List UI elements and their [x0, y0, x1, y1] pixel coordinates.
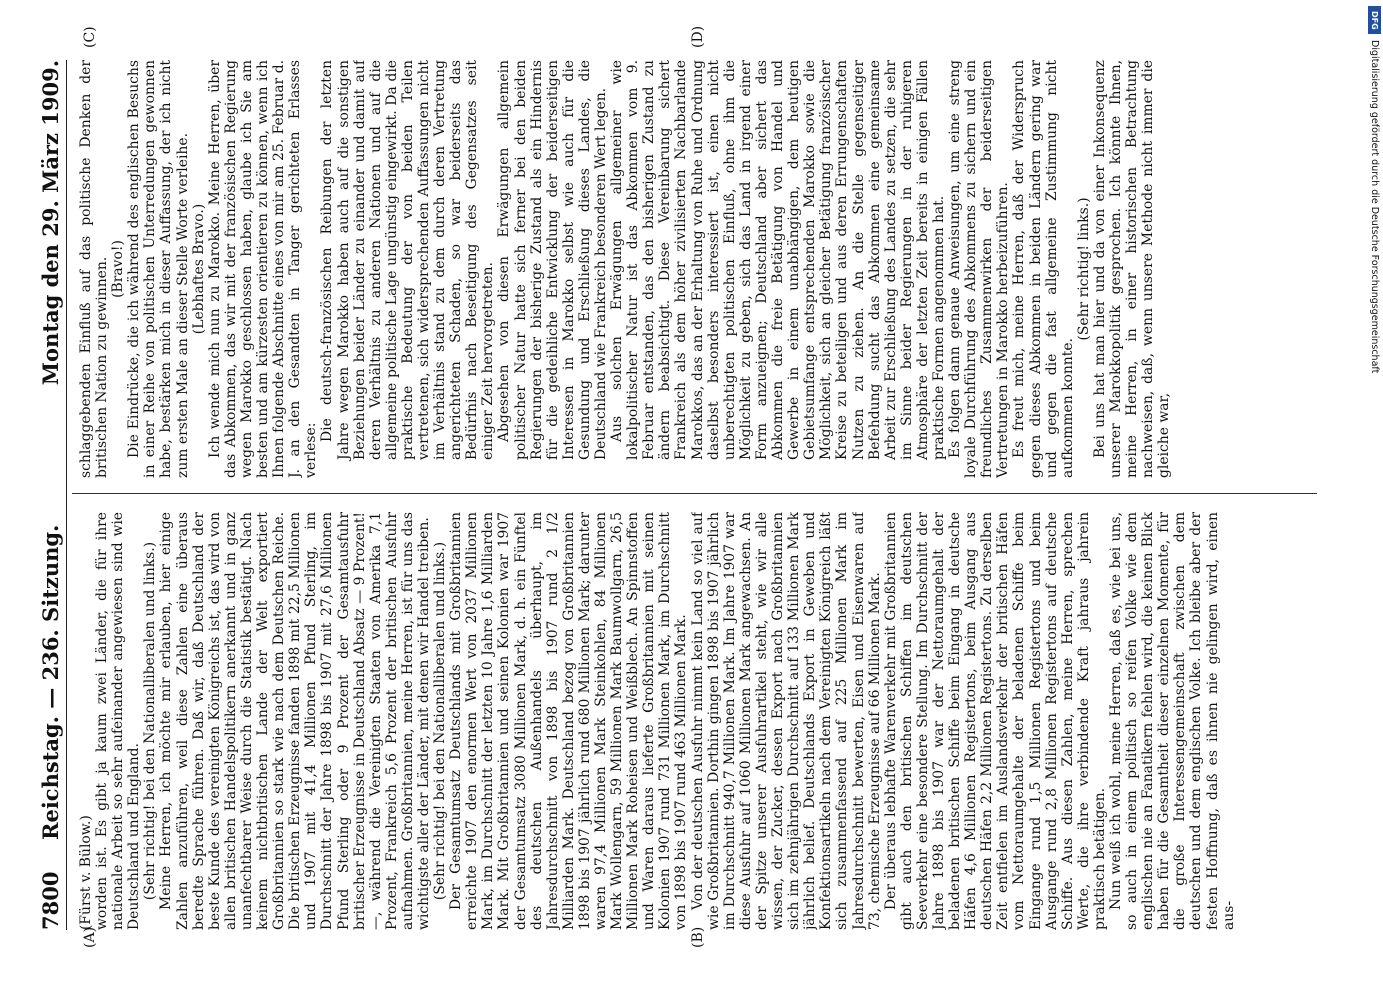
margin-marker-a: (A) — [82, 926, 98, 948]
header-right: Montag den 29. März 1909. — [38, 60, 63, 386]
quoted-paragraph: Die deutsch-französischen Reibungen der letzten Jahre wegen Marokko haben auch auf die sonstigen Beziehungen beider Länder zu einander und damit auf deren Verhältnis zu anderen Nationen und auf die allgemeine politische Lage ungünstig eingewirkt. Da die praktische Bedeutung der von beiden Teilen vertretenen, sich widersprechenden Auffassungen nicht im Verhältnis stand zu dem durch deren Vertretung angerichteten Schaden, so war beiderseits das Bedürfnis nach Beseitigung des Gegensatzes seit einiger Zeit hervorgetreten. — [319, 60, 497, 460]
margin-marker-b: (B) — [690, 926, 706, 948]
paragraph: Nun weiß ich wohl, meine Herren, daß es, wie bei uns, so auch in einem politisch so reifen Volke wie dem englischen nie an Fanatikern fehlen wird, die keinen Blick haben für die Gesamtheit dieser einzelnen Momente, für die große Interessengemeinschaft zwischen dem deutschen und dem englischen Volke. Ich bleibe aber der festen Hoffnung, daß es ihnen nie gelingen wird, einen aus- — [1108, 512, 1237, 930]
margin-marker-d: (D) — [690, 25, 706, 48]
paragraph: Der Gesamtumsatz Deutschlands mit Großbritannien erreichte 1907 den enormen Wert von 2037 Millionen Mark, im Durchschnitt der letzten 10 Jahre 1,6 Milliarden Mark. Mit Großbritannien und seinen Kolonien war 1907 der Gesamtumsatz 3080 Millionen Mark, d. h. ein Fünftel des deutschen Außenhandels überhaupt, im Jahresdurchschnitt von 1898 bis 1907 rund 2 1/2 Milliarden Mark. Deutschland bezog von Großbritannien 1898 bis 1907 jährlich rund 680 Millionen Mark; darunter waren 97,4 Millionen Mark Steinkohlen, 84 Millionen Mark Wollengarn, 59 Millionen Mark Baumwollgarn, 26,5 Millionen Mark Roheisen und Weißblech. An Spinnstoffen und Waren daraus lieferte Großbritannien mit seinen Kolonien 1907 rund 731 Millionen Mark, im Durchschnitt von 1898 bis 1907 rund 463 Millionen Mark. — [448, 512, 690, 930]
speaker-note: (Fürst v. Bülow.) — [78, 815, 94, 930]
paragraph: Der überaus lebhafte Warenverkehr mit Großbritannien gibt auch den britischen Schiffen im deutschen Seeverkehr eine besondere Stellung. Im Durchschnitt der Jahre 1898 bis 1907 war der Nettoraumgehalt der beladenen britischen Schiffe beim Eingang in deutsche Häfen 4,6 Millionen Registertons, beim Ausgang aus deutschen Häfen 2,2 Millionen Registertons. Zu derselben Zeit entfielen im Auslandsverkehr der britischen Häfen vom Nettoraumgehalte der beladenen Schiffe beim Eingange rund 1,5 Millionen Registertons und beim Ausgange rund 2,8 Millionen Registertons auf deutsche Schiffe. Aus diesen Zahlen, meine Herren, sprechen Werte, die ihre verbindende Kraft jahraus jahrein praktisch betätigen. — [882, 512, 1108, 930]
interjection: (Lebhaftes Bravo.) — [190, 203, 207, 335]
left-column — [78, 512, 1313, 930]
paragraph: Es freut mich, meine Herren, daß der Widerspruch gegen dieses Abkommen in beiden Ländern gering war und gegen die fast allgemeine Zustimmung nicht aufkommen konnte. — [1011, 60, 1076, 478]
paragraph: Bei uns hat man hier und da von einer Inkonsequenz unserer Marokkopolitik gesprochen. Ich könnte Ihnen, meine Herren, in einer historischen Betrachtung nachweisen, daß, wenn unsere Methode nicht immer die gleiche war, — [1091, 60, 1173, 478]
paragraph: Ich wende mich nun zu Marokko. Meine Herren, über das Abkommen, das wir mit der französischen Regierung wegen Marokko geschlossen haben, glaube ich Sie am besten und am kürzesten orientieren zu können, wenn ich Ihnen folgende Abschnitte eines von mir am 25. Februar d. J. an den Gesandten in Tanger gerichteten Erlasses verlese: — [206, 60, 320, 478]
header-left: Reichstag. — 236. Sitzung. — [38, 524, 63, 840]
interjection: (Sehr richtig! bei den Nationalliberalen und links.) — [142, 541, 159, 901]
paragraph: worden ist. Es gibt ja kaum zwei Länder, die für ihre nationale Arbeit so sehr aufeinander angewiesen sind wie Deutschland und England. — [94, 512, 143, 930]
interjection: (Sehr richtig! bei den Nationalliberalen und links.) — [432, 541, 449, 901]
column-divider — [72, 493, 1317, 494]
page-header — [32, 60, 67, 930]
credit-text: Digitalisierung gefördert durch die Deutsche Forschungsgemeinschaft — [1369, 40, 1380, 374]
paragraph: Die Eindrücke, die ich während des englischen Besuchs in einer Reihe von politischen Unterredungen gewonnen habe, bestärken mich in dieser Auffassung, der ich nicht zum ersten Male an dieser Stelle Worte verleihe. — [126, 60, 191, 478]
quoted-paragraph: Abgesehen von diesen Erwägungen allgemein politischer Natur hatte sich ferner bei den beiden Regierungen der bisherige Zustand als ein Hindernis für die gedeihliche Entwicklung der beiderseitigen Interessen in Marokko selbst wie auch für die Gesundung und Erschließung dieses Landes, die Deutschland wie Frankreich besonderen Wert legen. — [496, 60, 609, 460]
page-number: 7800 — [38, 871, 63, 930]
paragraph: Es folgen dann genaue Anweisungen, um eine streng loyale Durchführung des Abkommens zu sichern und ein freundliches Zusammenwirken der beiderseitigen Vertretungen in Marokko herbeizuführen. — [947, 60, 1012, 478]
margin-marker-c: (C) — [82, 26, 98, 48]
paragraph: Meine Herren, ich möchte mir erlauben, hier einige Zahlen anzuführen, weil diese Zahlen eine überaus beredte Sprache führen. Daß wir, daß Deutschland der beste Kunde des vereinigten Königreichs ist, das wird von allen britischen Handelspolitikern anerkannt und in ganz unanfechtbarer Weise durch die Statistik bestätigt. Nach keinem nichtbritischen Lande der Welt exportiert Großbritannien so stark wie nach dem Deutschen Reiche. Die britischen Erzeugnisse fanden 1898 mit 22,5 Millionen und 1907 mit 41,4 Millionen Pfund Sterling, im Durchschnitt der Jahre 1898 bis 1907 mit 27,6 Millionen Pfund Sterling oder 9 Prozent der Gesamtausfuhr britischer Erzeugnisse in Deutschland Absatz — 9 Prozent! —, während die Vereinigten Staaten von Amerika 7,1 Prozent, Frankreich 5,6 Prozent der britischen Ausfuhr aufnahmen. Großbritannien, meine Herren, ist für uns das wichtigste aller der Länder, mit denen wir Handel treiben. — [158, 512, 432, 930]
dfg-logo: DFG — [1368, 6, 1381, 34]
quoted-paragraph: Aus solchen Erwägungen allgemeiner wie lokalpolitischer Natur ist das Abkommen vom 9. Februar entstanden, das den bisherigen Zustand zu ändern beabsichtigt. Diese Vereinbarung sichert Frankreich als dem höher zivilisierten Nachbarlande Marokkos, das an der Erhaltung von Ruhe und Ordnung daselbst besonders interessiert ist, einen nicht unberechtigten politischen Einfluß, ohne ihm die Möglichkeit zu geben, sich das Land in irgend einer Form anzueignen; Deutschland aber sichert das Abkommen die freie Betätigung von Handel und Gewerbe in einem unabhängigen, dem heutigen Gebietsumfange entsprechenden Marokko sowie die Möglichkeit, sich an gleicher Betätigung französischer Kreise zu beteiligen und aus deren Errungenschaften Nutzen zu ziehen. An die Stelle gegenseitiger Befehdung sucht das Abkommen eine gemeinsame Arbeit zur Erschließung des Landes zu setzen, die sehr im Sinne beider Regierungen in der ruhigeren Atmosphäre der letzten Zeit bereits in einigen Fällen praktische Formen angenommen hat. — [609, 60, 947, 460]
right-column — [78, 60, 1313, 478]
paragraph: Von der deutschen Ausfuhr nimmt kein Land so viel auf wie Großbritannien. Dorthin gingen 1898 bis 1907 jährlich im Durchschnitt 940,7 Millionen Mark. Im Jahre 1907 war diese Ausfuhr auf 1060 Millionen Mark angewachsen. An der Spitze unserer Ausfuhrartikel steht, wie wir alle wissen, der Zucker, dessen Export nach Großbritannien sich im zehnjährigen Durchschnitt auf 133 Millionen Mark jährlich belief. Deutschlands Export in Geweben und Konfektionsartikeln nach dem Vereinigten Königreich läßt sich zusammenfassend auf 225 Millionen Mark im Jahresdurchschnitt bewerten, Eisen und Eisenwaren auf 73, chemische Erzeugnisse auf 66 Millionen Mark. — [689, 512, 883, 930]
interjection: (Sehr richtig! links.) — [1075, 197, 1092, 341]
interjection: (Bravo!) — [110, 240, 127, 298]
digitization-credit — [1366, 40, 1380, 1000]
paragraph: schlaggebenden Einfluß auf das politische Denken der britischen Nation zu gewinnen. — [78, 60, 111, 478]
